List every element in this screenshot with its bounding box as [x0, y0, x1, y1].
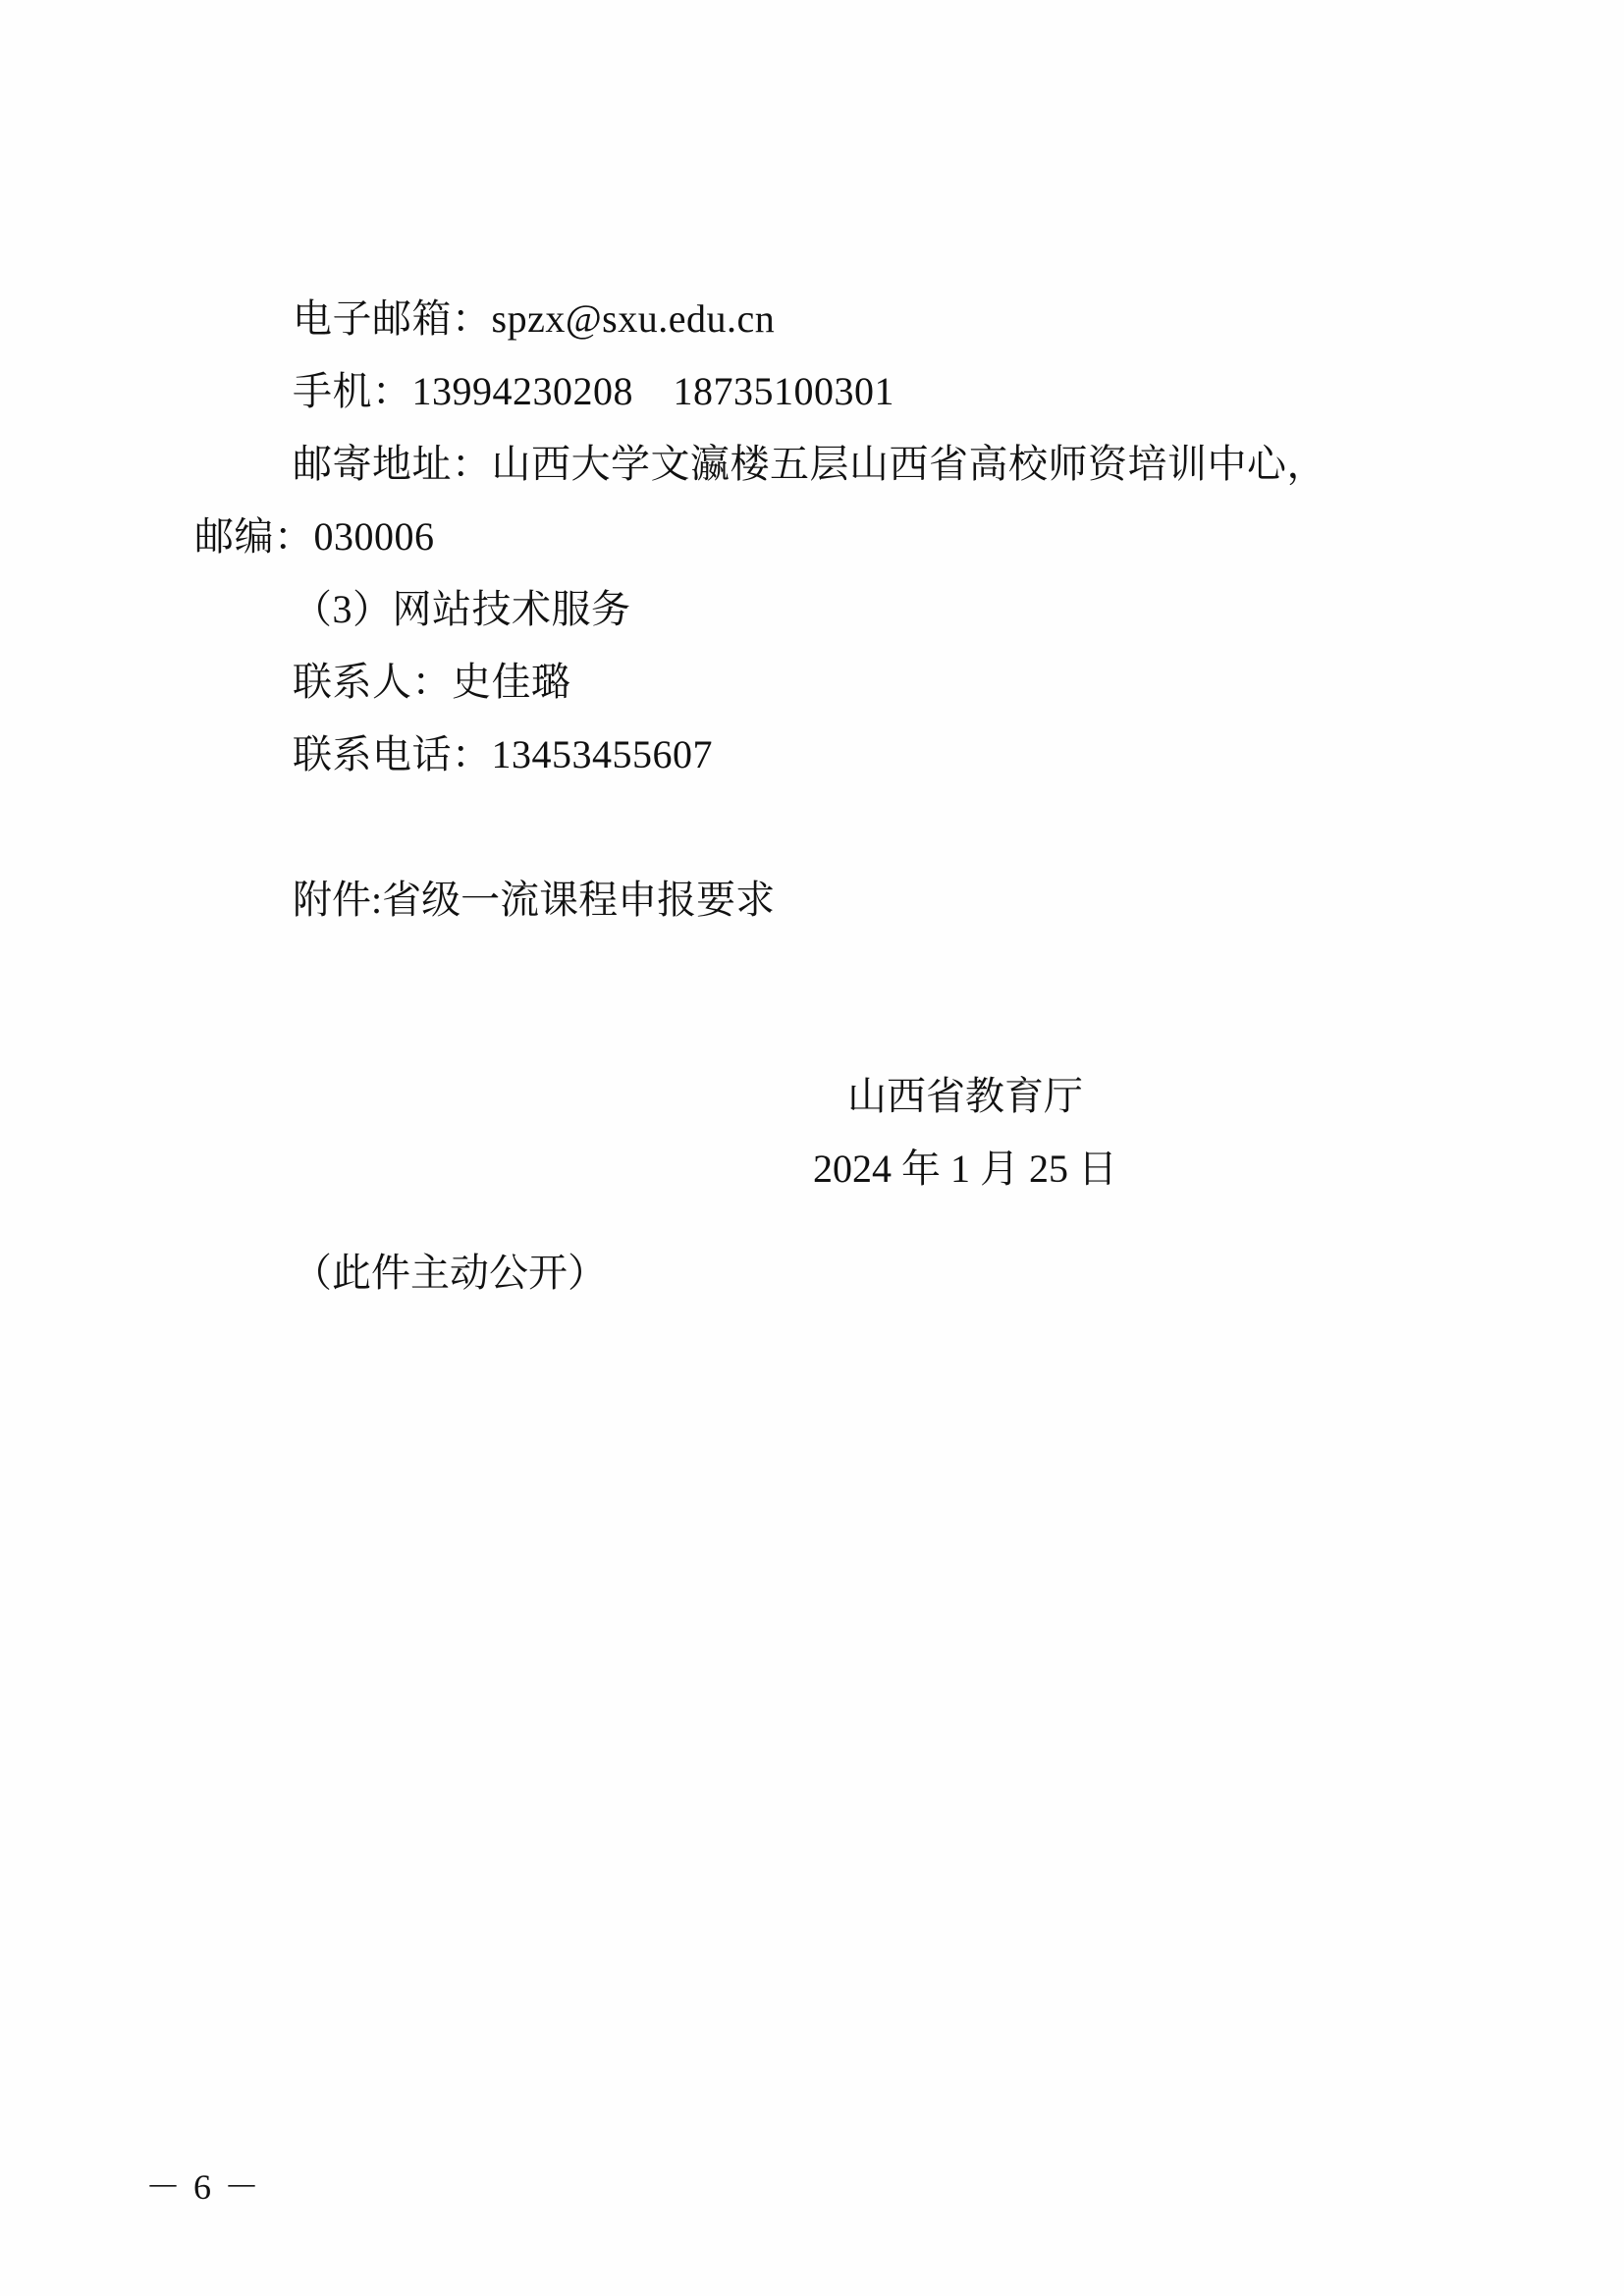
- body-line-email: 电子邮箱：spzx@sxu.edu.cn: [293, 296, 776, 341]
- signature-date: 2024 年 1 月 25 日: [813, 1147, 1117, 1191]
- body-line-contact-phone: 联系电话：13453455607: [293, 732, 713, 776]
- body-line-mailing-address: 邮寄地址：山西大学文瀛楼五层山西省高校师资培训中心，: [293, 442, 1326, 486]
- signature-issuer: 山西省教育厅: [847, 1074, 1083, 1118]
- document-body: [194, 283, 1441, 936]
- body-line-website-support-heading: （3）网站技术服务: [293, 587, 631, 631]
- body-line-postcode: 邮编：030006: [194, 514, 435, 559]
- signature-block: [194, 1060, 1441, 1205]
- body-line-mobile: 手机：13994230208 18735100301: [293, 369, 894, 413]
- attachment-line: 附件:省级一流课程申报要求: [293, 878, 776, 922]
- page-footer: [0, 2160, 1624, 2210]
- page-number: － 6 －: [145, 2167, 262, 2207]
- spacer: [194, 791, 1441, 864]
- body-line-contact-person: 联系人：史佳璐: [293, 660, 571, 704]
- public-disclosure-note: （此件主动公开）: [293, 1251, 607, 1295]
